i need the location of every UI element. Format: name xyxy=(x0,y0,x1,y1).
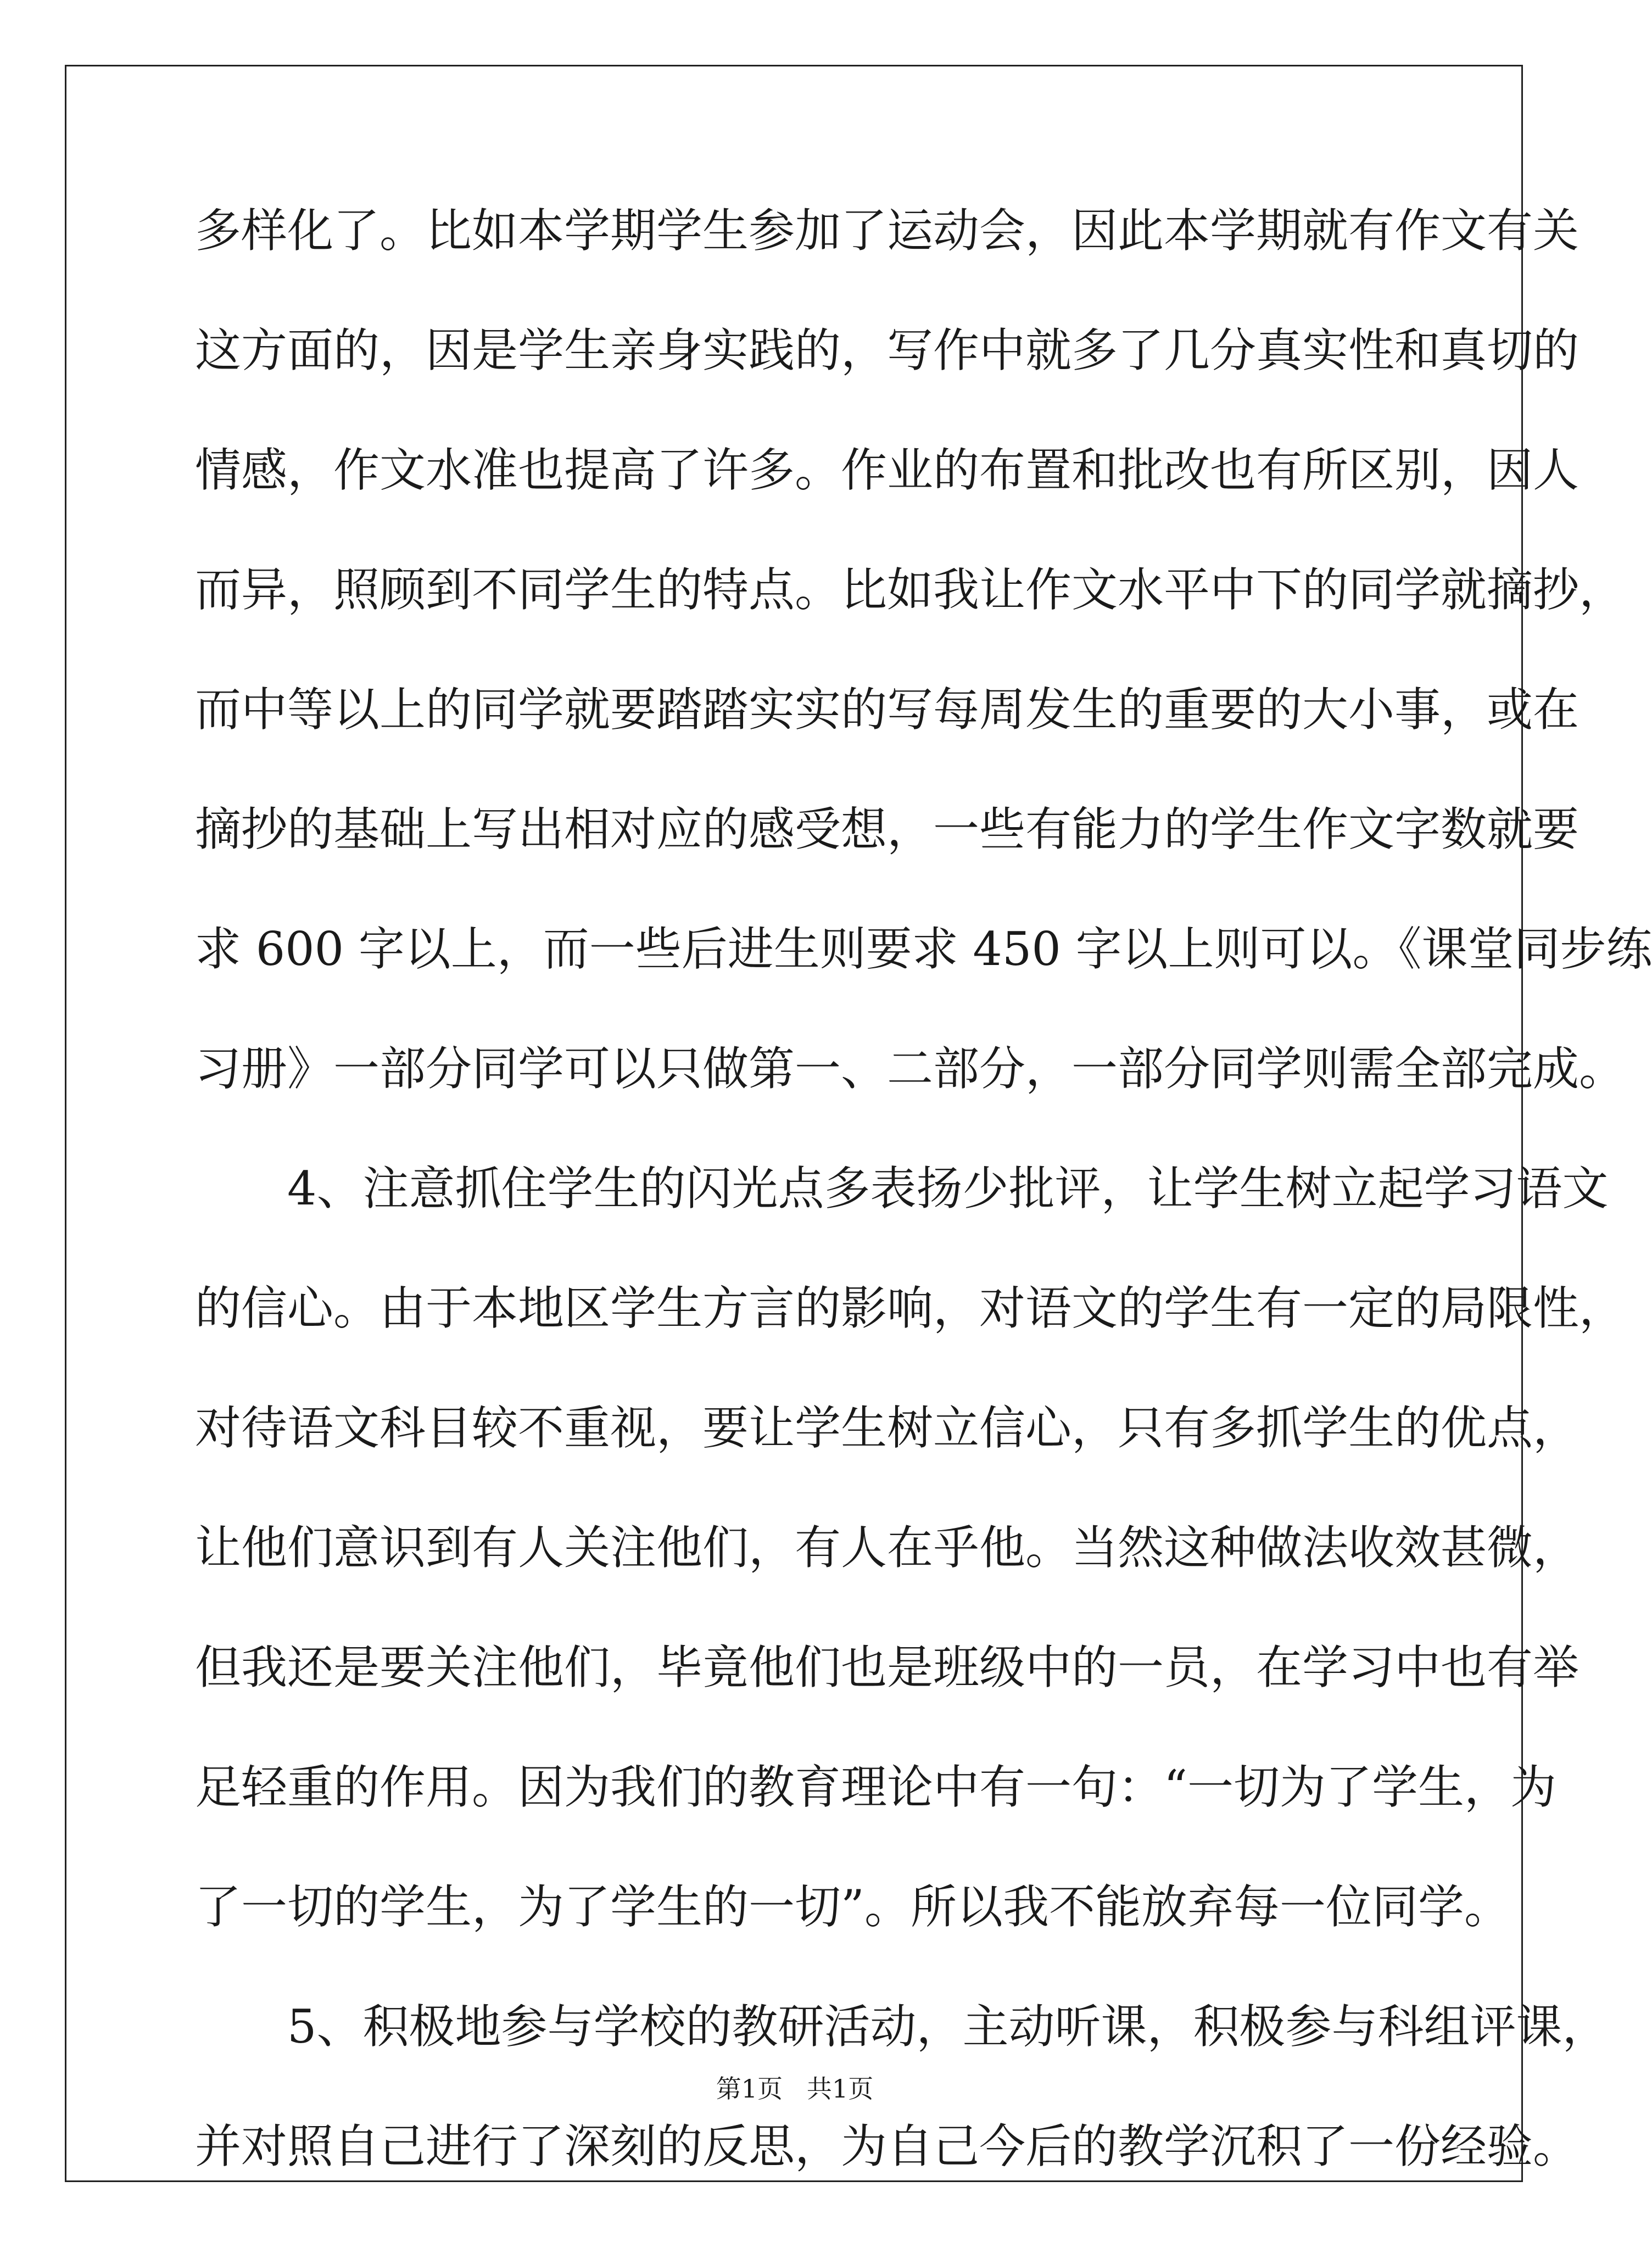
text-line: 的信心。由于本地区学生方言的影响，对语文的学生有一定的局限性， xyxy=(195,1281,1626,1335)
page-footer: 第1页 共1页 xyxy=(716,2074,874,2104)
text-line: 求 600 字以上，而一些后进生则要求 450 字以上则可以。《课堂同步练 xyxy=(195,922,1652,976)
text-line: 对待语文科目较不重视，要让学生树立信心，只有多抓学生的优点， xyxy=(195,1401,1580,1455)
text-line: 5、积极地参与学校的教研活动，主动听课，积极参与科组评课， xyxy=(195,2000,1609,2054)
text-line: 多样化了。比如本学期学生参加了运动会，因此本学期就有作文有关 xyxy=(195,204,1580,258)
text-line: 并对照自己进行了深刻的反思，为自己今后的教学沉积了一份经验。 xyxy=(195,2119,1580,2173)
text-line: 4、注意抓住学生的闪光点多表扬少批评，让学生树立起学习语文 xyxy=(195,1162,1609,1215)
text-line: 情感，作文水准也提高了许多。作业的布置和批改也有所区别，因人 xyxy=(195,443,1580,497)
text-line: 习册》一部分同学可以只做第一、二部分，一部分同学则需全部完成。 xyxy=(195,1042,1626,1096)
text-line: 足轻重的作用。因为我们的教育理论中有一句：“一切为了学生，为 xyxy=(195,1760,1556,1814)
text-line: 而异，照顾到不同学生的特点。比如我让作文水平中下的同学就摘抄， xyxy=(195,563,1626,617)
document-body xyxy=(195,203,1652,2239)
text-line: 让他们意识到有人关注他们，有人在乎他。当然这种做法收效甚微， xyxy=(195,1521,1580,1575)
text-line: 摘抄的基础上写出相对应的感受想，一些有能力的学生作文字数就要 xyxy=(195,802,1580,856)
text-line: 但我还是要关注他们，毕竟他们也是班级中的一员，在学习中也有举 xyxy=(195,1641,1580,1694)
text-line: 而中等以上的同学就要踏踏实实的写每周发生的重要的大小事，或在 xyxy=(195,683,1580,737)
text-line: 这方面的，因是学生亲身实践的，写作中就多了几分真实性和真切的 xyxy=(195,323,1580,377)
text-line: 了一切的学生，为了学生的一切”。所以我不能放弃每一位同学。 xyxy=(195,1880,1510,1934)
